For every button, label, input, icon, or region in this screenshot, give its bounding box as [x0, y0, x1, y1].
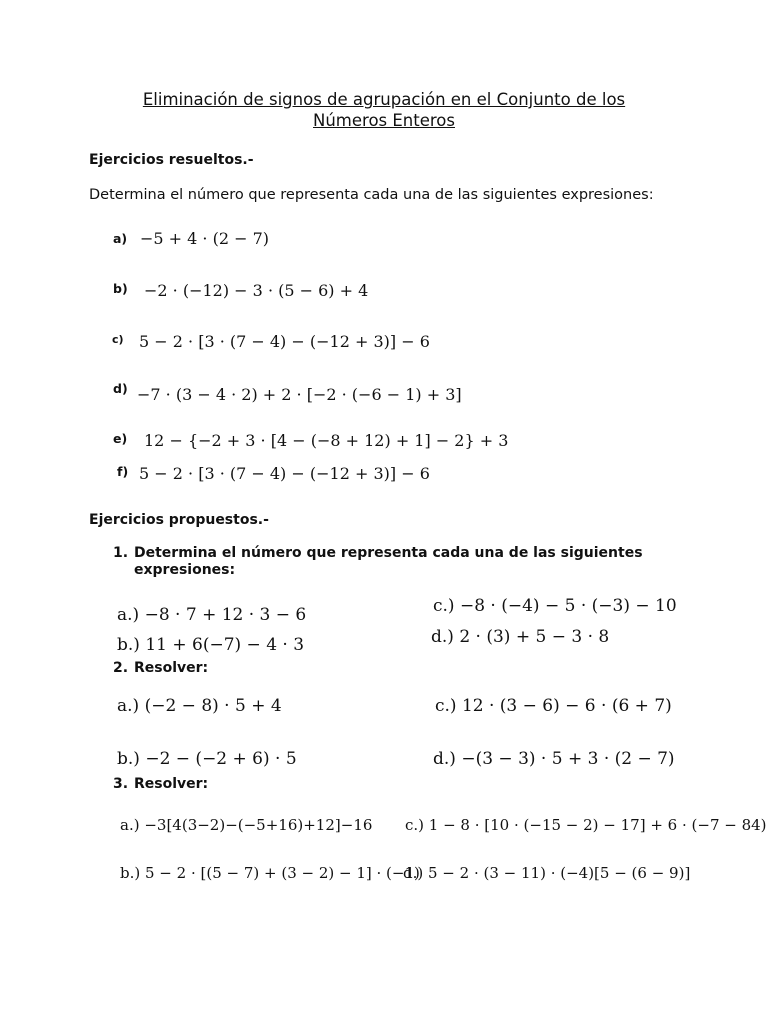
solved-expr-b: −2 · (−12) − 3 · (5 − 6) + 4: [144, 281, 369, 300]
question-2-number: 2.: [113, 660, 129, 676]
title-line-2: Números Enteros: [313, 111, 455, 130]
question-1-text: Determina el número que representa cada una de las siguientes expresiones:: [134, 545, 643, 578]
proposed-heading: Ejercicios propuestos.-: [89, 512, 269, 528]
q2-item-a: a.) (−2 − 8) · 5 + 4: [117, 696, 282, 716]
q3-item-b: b.) 5 − 2 · [(5 − 7) + (3 − 2) − 1] · (−1): [120, 864, 420, 882]
question-3-text: Resolver:: [134, 776, 209, 792]
q1-item-c: c.) −8 · (−4) − 5 · (−3) − 10: [433, 596, 677, 616]
solved-label-d: d): [113, 381, 128, 396]
solved-expr-c: 5 − 2 · [3 · (7 − 4) − (−12 + 3)] − 6: [139, 332, 430, 351]
question-2: [113, 660, 313, 678]
solved-label-c: c): [112, 333, 124, 346]
document-title: [0, 89, 768, 131]
question-1-number: 1.: [113, 545, 129, 561]
solved-heading: Ejercicios resueltos.-: [89, 152, 254, 168]
q2-item-c: c.) 12 · (3 − 6) − 6 · (6 + 7): [435, 696, 672, 716]
q1-item-d: d.) 2 · (3) + 5 − 3 · 8: [431, 627, 610, 647]
title-line-1: Eliminación de signos de agrupación en el Conjunto de los: [142, 90, 626, 109]
q1-item-b: b.) 11 + 6(−7) − 4 · 3: [117, 635, 305, 655]
q3-item-d: d.) 5 − 2 · (3 − 11) · (−4)[5 − (6 − 9)]: [403, 864, 691, 882]
solved-expr-a: −5 + 4 · (2 − 7): [140, 229, 270, 248]
q2-item-b: b.) −2 − (−2 + 6) · 5: [117, 749, 297, 769]
question-3: [113, 776, 313, 794]
q2-item-d: d.) −(3 − 3) · 5 + 3 · (2 − 7): [433, 749, 675, 769]
solved-label-b: b): [113, 281, 128, 296]
solved-label-e: e): [113, 431, 128, 446]
question-1: [113, 545, 673, 581]
solved-expr-f: 5 − 2 · [3 · (7 − 4) − (−12 + 3)] − 6: [139, 464, 430, 483]
q3-item-c: c.) 1 − 8 · [10 · (−15 − 2) − 17] + 6 · (−7 − 84): [405, 816, 767, 834]
solved-intro: Determina el número que representa cada una de las siguientes expresiones:: [89, 187, 654, 203]
question-2-text: Resolver:: [134, 660, 209, 676]
solved-expr-e: 12 − {−2 + 3 · [4 − (−8 + 12) + 1] − 2} + 3: [144, 431, 509, 450]
solved-expr-d: −7 · (3 − 4 · 2) + 2 · [−2 · (−6 − 1) + 3]: [137, 385, 462, 404]
solved-label-f: f): [117, 464, 129, 479]
q3-item-a: a.) −3[4(3−2)−(−5+16)+12]−16: [120, 816, 373, 834]
question-3-number: 3.: [113, 776, 129, 792]
q1-item-a: a.) −8 · 7 + 12 · 3 − 6: [117, 605, 307, 625]
solved-label-a: a): [113, 231, 128, 246]
